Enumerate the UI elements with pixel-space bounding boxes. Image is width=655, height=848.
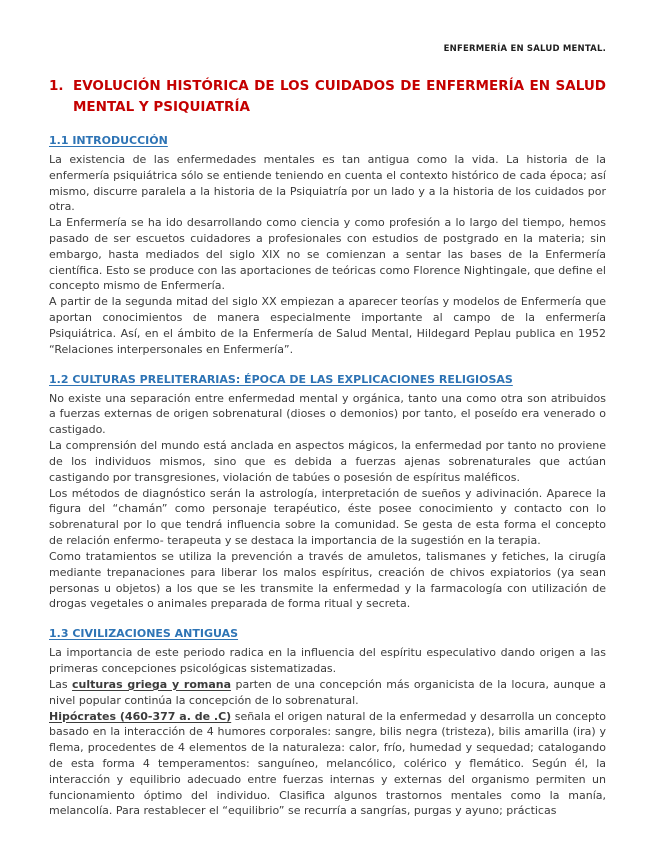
paragraph: La importancia de este periodo radica en la influencia del espíritu especulativo dando origen a las primeras concepciones psicológicas sistematizadas. xyxy=(49,646,606,676)
paragraph: La comprensión del mundo está anclada en aspectos mágicos, la enfermedad por tanto no proviene de los individuos mismos, sino que es debida a fuerzas ajenas sobrenaturales que actúan castigando por transgresiones, violación de tabúes o posesión de espíritus maléficos. xyxy=(49,439,606,484)
section-civilizaciones-antiguas xyxy=(49,627,606,819)
document-title xyxy=(49,76,606,118)
section-heading-1-3: 1.3 CIVILIZACIONES ANTIGUAS xyxy=(49,627,239,641)
section-heading-1-1: 1.1 INTRODUCCIÓN xyxy=(49,133,168,147)
paragraph: Como tratamientos se utiliza la prevención a través de amuletos, talismanes y fetiches, la cirugía mediante trepanaciones para liberar los malos espíritus, creación de chivos expiatorios (ya sean personas u objetos) a los que se les transmite la enfermedad y la farmacología con utilización de drogas vegetales o animales preparada de forma ritual y secreta. xyxy=(49,549,606,611)
paragraph-text: señala el origen natural de la enfermedad y desarrolla un concepto basado en la interacción de 4 humores corporales: sangre, bilis negra (tristeza), bilis amarilla (ira) y flema, procedentes de 4 elementos de la naturaleza: calor, frío, humedad y sequedad; catalogando de esta forma 4 temperamentos: sanguíneo, melancólico, colérico y flemático. Según él, la interacción y equilibrio adecuado entre fuerzas internas y externas del organismo permiten un funcionamiento óptimo del individuo. Clasifica algunos trastornos mentales como la manía, melancolía. Para restablecer el “equilibrio” se recurría a sangrías, purgas y ayuno; prácticas xyxy=(49,709,606,818)
paragraph: No existe una separación entre enfermedad mental y orgánica, tanto una como otra son atribuidos a fuerzas externas de origen sobrenatural (dioses o demonios) por tanto, el poseído era venerado o castigado. xyxy=(49,391,606,437)
paragraph: La existencia de las enfermedades mentales es tan antigua como la vida. La historia de la enfermería psiquiátrica sólo se entiende teniendo en cuenta el contexto histórico de cada época; así mismo, discurre paralela a la historia de la Psiquiatría por un lado y a la historia de los cuidados por otra. xyxy=(49,152,606,214)
section-introduccion xyxy=(49,134,606,358)
paragraph: A partir de la segunda mitad del siglo XX empiezan a aparecer teorías y modelos de Enfermería que aportan conocimientos de manera especialmente importante al campo de la enfermería Psiquiátrica. Así, en el ámbito de la Enfermería de Salud Mental, Hildegard Peplau publica en 1952 “Relaciones interpersonales en Enfermería”. xyxy=(49,295,606,356)
paragraph xyxy=(49,709,606,820)
paragraph: La Enfermería se ha ido desarrollando como ciencia y como profesión a lo largo del tiempo, hemos pasado de ser escuetos cuidadores a profesionales con estudios de postgrado en la materia; sin embargo, hasta mediados del siglo XIX no se comienzan a sentar las bases de la Enfermería científica. Esto se produce con las aportaciones de teóricas como Florence Nightingale, que define el concepto mismo de Enfermería. xyxy=(49,216,606,293)
paragraph xyxy=(49,677,606,709)
title-text: EVOLUCIÓN HISTÓRICA DE LOS CUIDADOS DE ENFERMERÍA EN SALUD MENTAL Y PSIQUIATRÍA xyxy=(73,78,606,115)
emphasized-term-culturas-griega-romana: culturas griega y romana xyxy=(72,677,232,691)
paragraph: Los métodos de diagnóstico serán la astrología, interpretación de sueños y adivinación. Aparece la figura del “chamán” como personaje terapéutico, éste posee conocimiento y contacto con lo sobrenatural por lo que tendrá influencia sobre la comunidad. Se gesta de esta forma el concepto de relación enfermo- terapeuta y se destaca la importancia de la sugestión en la terapia. xyxy=(49,486,606,548)
emphasized-term-hipocrates: Hipócrates (460-377 a. de .C) xyxy=(49,709,232,723)
section-heading-1-2: 1.2 CULTURAS PRELITERARIAS: ÉPOCA DE LAS EXPLICACIONES RELIGIOSAS xyxy=(49,372,513,386)
paragraph-text: Las xyxy=(49,677,73,691)
title-number: 1. xyxy=(49,78,64,94)
paragraph-text: parten de una concepción más organicista de la locura, aunque a nivel popular continúa la concepción de lo sobrenatural. xyxy=(49,677,606,707)
section-culturas-preliterarias xyxy=(49,373,606,613)
running-header: ENFERMERÍA EN SALUD MENTAL. xyxy=(443,44,606,54)
